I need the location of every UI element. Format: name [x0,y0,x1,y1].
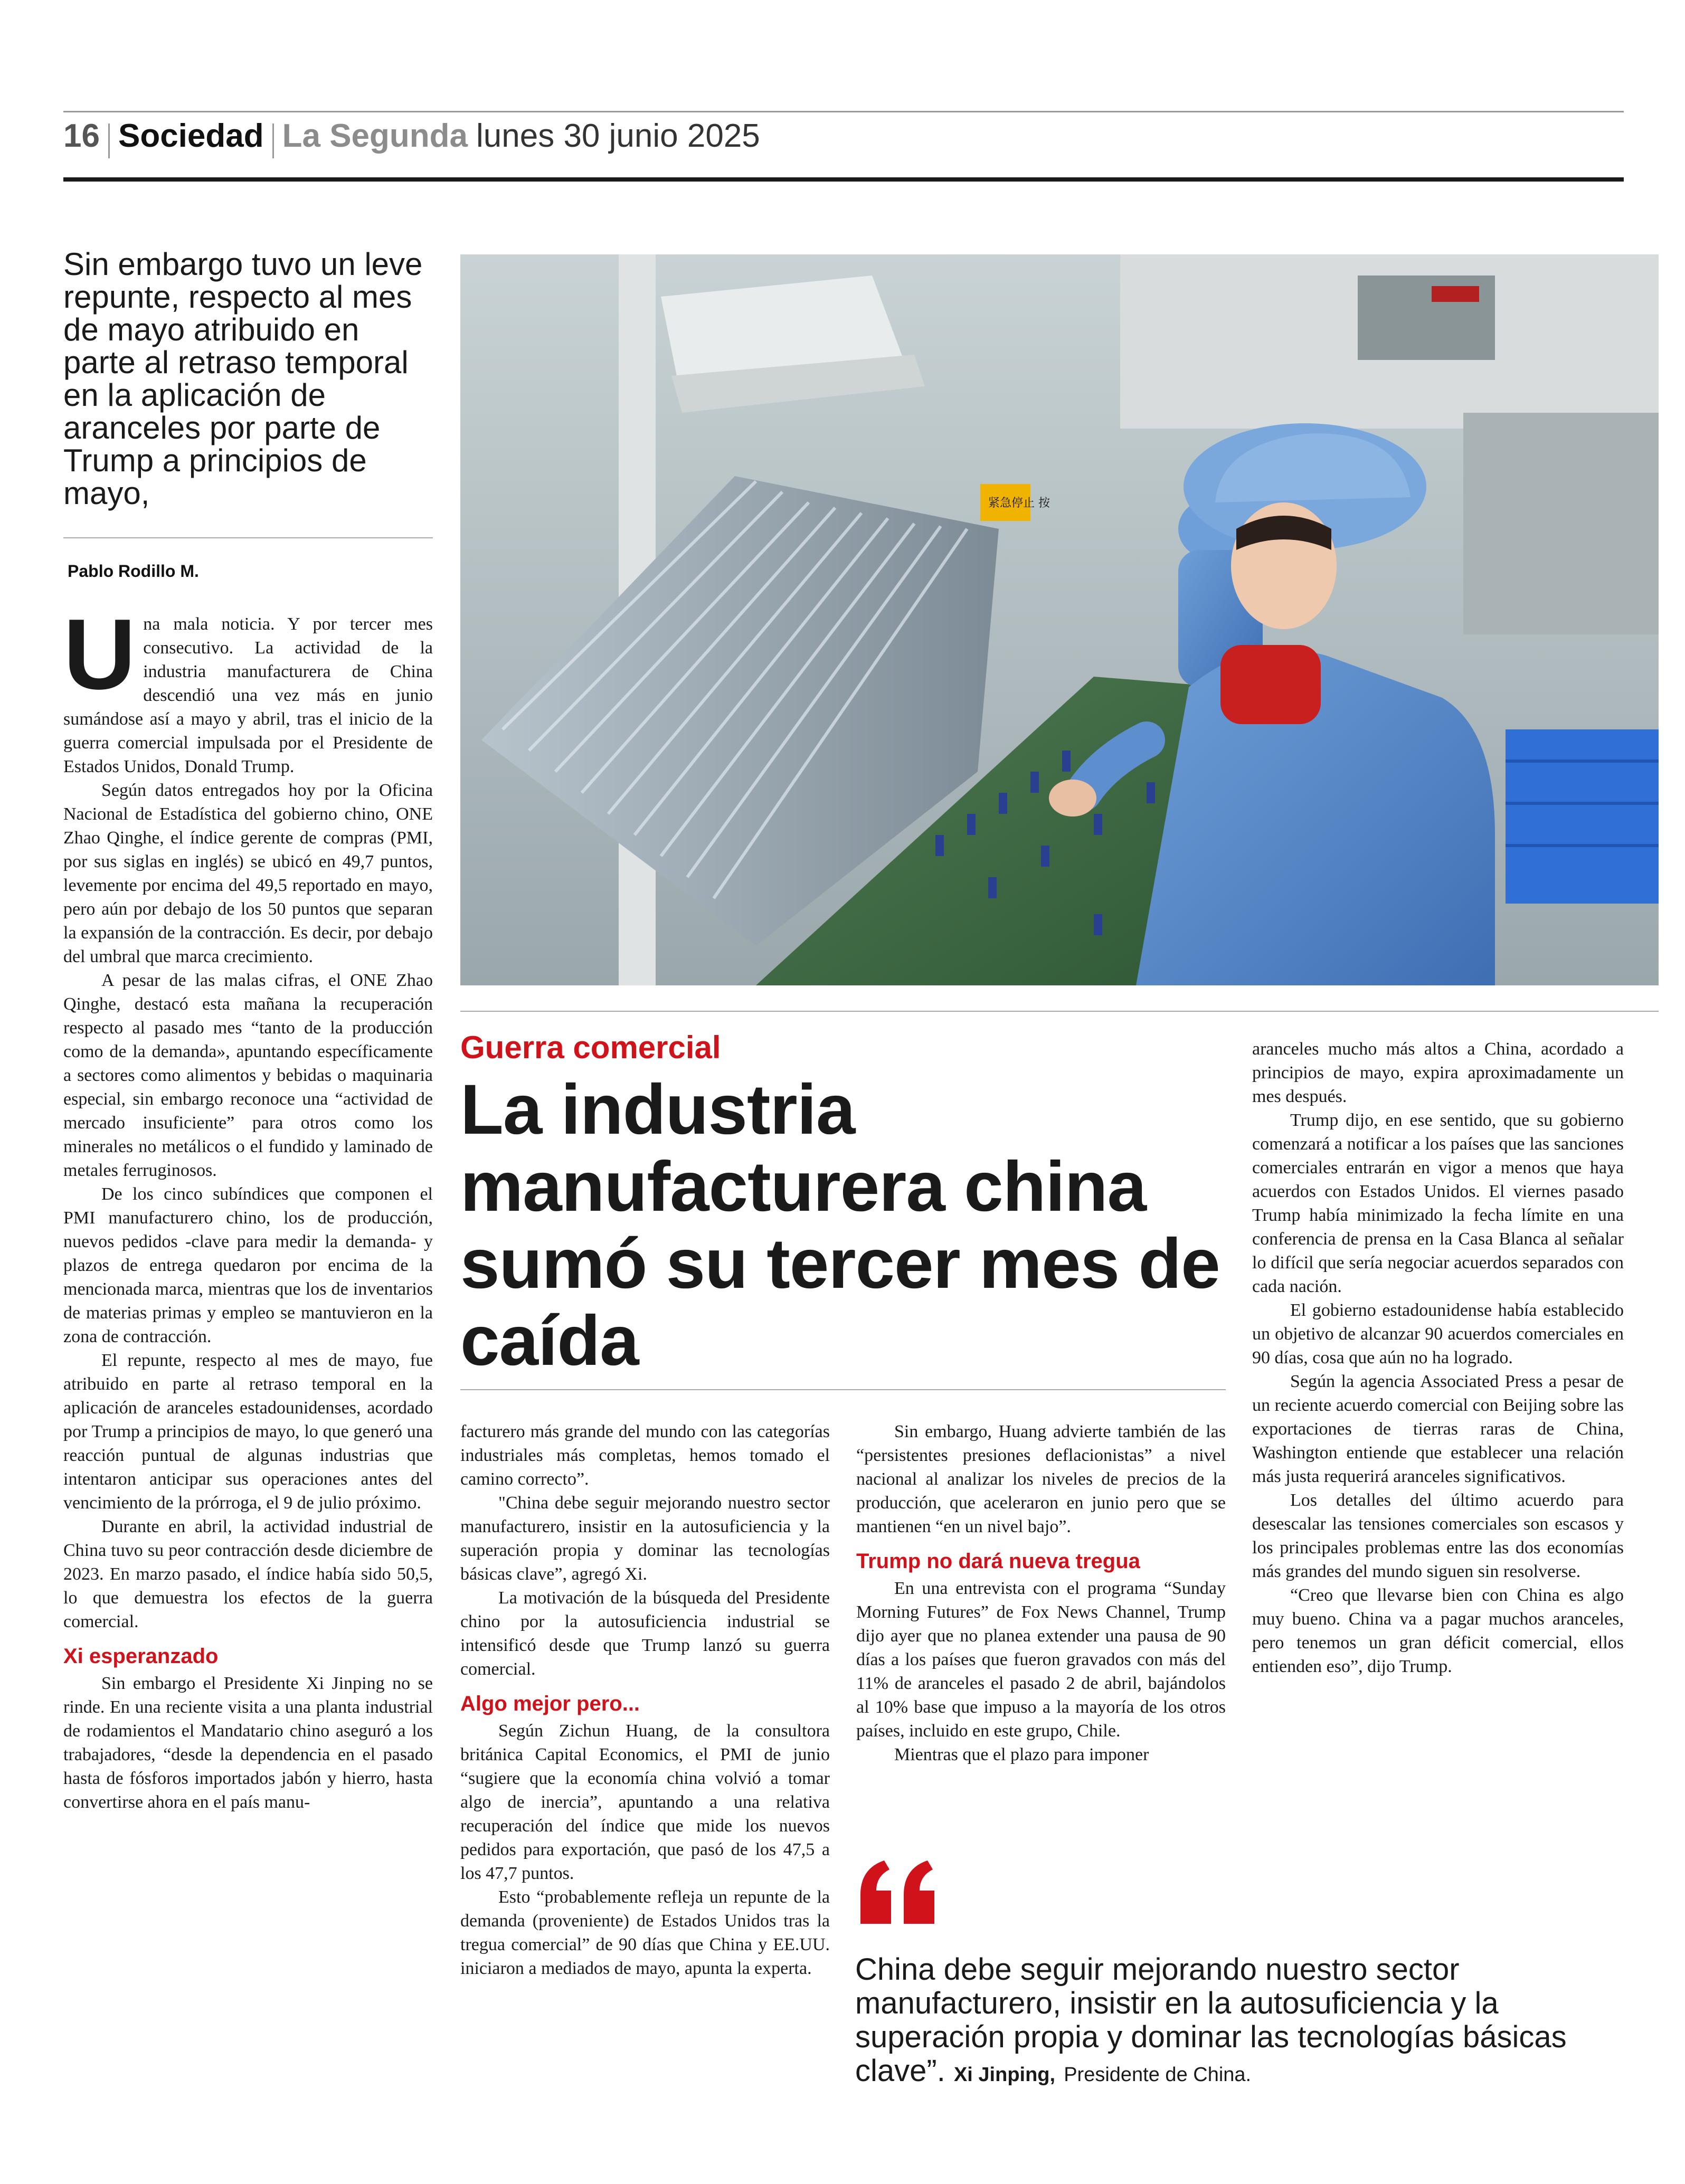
paragraph: Esto “probablemente refleja un repunte de la demanda (proveniente) de Estados Unidos tras la tregua comercial” de 90 días que China y EE.UU. iniciaron a mediados de mayo, apunta la experta. [460,1887,830,1978]
paragraph: Durante en abril, la actividad industrial de China tuvo su peor contracción desde diciembre de 2023. En marzo pasado, el índice había sido 50,5, lo que demuestra los efectos de la guerra comercial. [63,1517,433,1631]
masthead-bottom-rule [63,177,1624,182]
subheading-xi-esperanzado: Xi esperanzado [63,1645,219,1668]
quotation-mark-icon [855,1858,940,1926]
paragraph: aranceles mucho más altos a China, acordado a principios de mayo, expira aproximadamente un mes después. [1252,1039,1624,1106]
paragraph: facturero más grande del mundo con las categorías industriales más completas, hemos tomado el camino correcto”. [460,1422,830,1489]
article-column-3 [856,1420,1226,1767]
page-number: 16 [63,118,100,154]
paragraph [63,599,433,778]
paragraph: El gobierno estadounidense había establecido un objetivo de alcanzar 90 acuerdos comerciales en 90 días, cosa que aún no ha logrado. [1252,1300,1624,1368]
masthead [63,117,760,165]
deck-rule [63,537,433,538]
kicker: Guerra comercial [460,1030,721,1065]
paragraph: Sin embargo, Huang advierte también de las “persistentes presiones deflacionistas” a nivel nacional al analizar los niveles de precios de la producción, que aceleraron en junio pero que se mantienen “en un nivel bajo”. [856,1422,1226,1536]
drop-cap: U [63,599,136,710]
paragraph: Sin embargo el Presidente Xi Jinping no se rinde. En una reciente visita a una planta industrial de rodamientos el Mandatario chino aseguró a los trabajadores, “desde la dependencia en el pasado hasta de fósforos importados jabón y hierro, hasta convertirse ahora en el país manu- [63,1674,433,1812]
subheading-algo-mejor-pero: Algo mejor pero... [460,1692,640,1715]
headline-top-rule [460,1011,1659,1012]
article-column-2 [460,1420,830,1980]
paragraph: Mientras que el plazo para imponer [894,1745,1149,1764]
masthead-divider [272,124,274,158]
headline: La industria manufacturera china sumó su tercer mes de caída [460,1070,1220,1380]
paragraph: El repunte, respecto al mes de mayo, fue atribuido en parte al retraso temporal en la aplicación de aranceles estadounidenses, acordado por Trump a principios de mayo, lo que generó una reacción puntual de algunas industrias que intentaron anticipar sus operaciones antes del vencimiento de la prórroga, el 9 de julio próximo. [63,1351,433,1513]
paragraph: A pesar de las malas cifras, el ONE Zhao Qinghe, destacó esta mañana la recuperación respecto al pasado mes “tanto de la producción como de la demanda», apuntando específicamente a sectores como alimentos y bebidas o maquinaria especial, sin embargo reconoce una “actividad de mercado insuficiente” para otros como los minerales no metálicos o el fundido y laminado de metales ferruginosos. [63,971,433,1180]
paragraph: Según Zichun Huang, de la consultora británica Capital Economics, el PMI de junio “sugiere que la economía china volvió a tomar algo de inercia”, apuntando a una relativa recuperación del índice que mide los nuevos pedidos para exportación, que pasó de los 47,5 a los 47,7 puntos. [460,1721,830,1883]
paragraph-text: na mala noticia. Y por tercer mes consecutivo. La actividad de la industria manufacturera de China descendió una vez más en junio sumándose así a mayo y abril, tras el inicio de la guerra comercial impulsada por el Presidente de Estados Unidos, Donald Trump. [63,614,433,776]
masthead-divider [108,124,110,158]
pull-quote [855,1953,1647,2092]
pull-quote-speaker: Xi Jinping, [953,2064,1056,2086]
publication-name: La Segunda [282,118,468,154]
article-deck: Sin embargo tuvo un leve repunte, respecto al mes de mayo atribuido en parte al retraso temporal en la aplicación de aranceles por parte de Trump a principios de mayo, [63,246,423,511]
byline: Pablo Rodillo M. [68,562,199,581]
factory-workers-photo [460,254,1659,985]
paragraph: "China debe seguir mejorando nuestro sector manufacturero, insistir en la autosuficiencia y la superación propia y dominar las tecnologías básicas clave”, agregó Xi. [460,1493,830,1584]
pull-quote-role: Presidente de China. [1064,2064,1252,2086]
subheading-trump-no-dara-nueva-tregua: Trump no dará nueva tregua [856,1550,1140,1573]
paragraph: De los cinco subíndices que componen el PMI manufacturero chino, los de producción, nuevos pedidos -clave para medir la demanda- y plazos de entrega quedaron por encima de la mencionada marca, mientras que los de inventarios de materias primas y empleo se mantuvieron en la zona de contracción. [63,1184,433,1346]
paragraph: Según datos entregados hoy por la Oficina Nacional de Estadística del gobierno chino, ONE Zhao Qinghe, el índice gerente de compras (PMI, por sus siglas en inglés) se ubicó en 49,7 puntos, levemente por encima del 49,5 reportado en mayo, pero aún por debajo de los 50 puntos que separan la expansión de la contracción. Es decir, por debajo del umbral que marca crecimiento. [63,781,433,966]
paragraph: En una entrevista con el programa “Sunday Morning Futures” de Fox News Channel, Trump dijo ayer que no planea extender una pausa de 90 días a los países que fueron gravados con más del 11% de aranceles el pasado 2 de abril, bajándolos al 10% base que impuso a la mayoría de los otros países, incluido en este grupo, Chile. [856,1579,1226,1741]
masthead-top-rule [63,111,1624,112]
headline-bottom-rule [460,1389,1226,1390]
article-column-1 [63,599,433,1814]
article-column-4 [1252,1037,1624,1678]
issue-date: lunes 30 junio 2025 [476,118,760,154]
section-name: Sociedad [118,118,264,154]
paragraph: Trump dijo, en ese sentido, que su gobierno comenzará a notificar a los países que las sanciones comerciales entrarán en vigor a menos que haya acuerdos con Estados Unidos. El viernes pasado Trump había minimizado la fecha límite en una conferencia de prensa en la Casa Blanca al señalar lo difícil que sería negociar acuerdos separados con cada nación. [1252,1110,1624,1296]
photo-sign-text: 紧急停止 按 [988,497,1050,510]
photo-illustration [460,254,1659,985]
paragraph: “Creo que llevarse bien con China es algo muy bueno. China va a pagar muchos aranceles, pero tenemos un gran déficit comercial, ellos entienden eso”, dijo Trump. [1252,1585,1624,1676]
paragraph: La motivación de la búsqueda del Presidente chino por la autosuficiencia industrial se intensificó desde que Trump lanzó su guerra comercial. [460,1588,830,1679]
paragraph: Según la agencia Associated Press a pesar de un reciente acuerdo comercial con Beijing sobre las exportaciones de tierras raras de China, Washington entiende que establecer una relación más justa requerirá aranceles significativos. [1252,1372,1624,1486]
paragraph: Los detalles del último acuerdo para desescalar las tensiones comerciales son escasos y los principales problemas entre las dos economías más grandes del mundo siguen sin resolverse. [1252,1490,1624,1581]
pull-quote-text: China debe seguir mejorando nuestro sector manufacturero, insistir en la autosuficiencia y la superación propia y dominar las tecnologías básicas clave”. [855,1952,1567,2088]
